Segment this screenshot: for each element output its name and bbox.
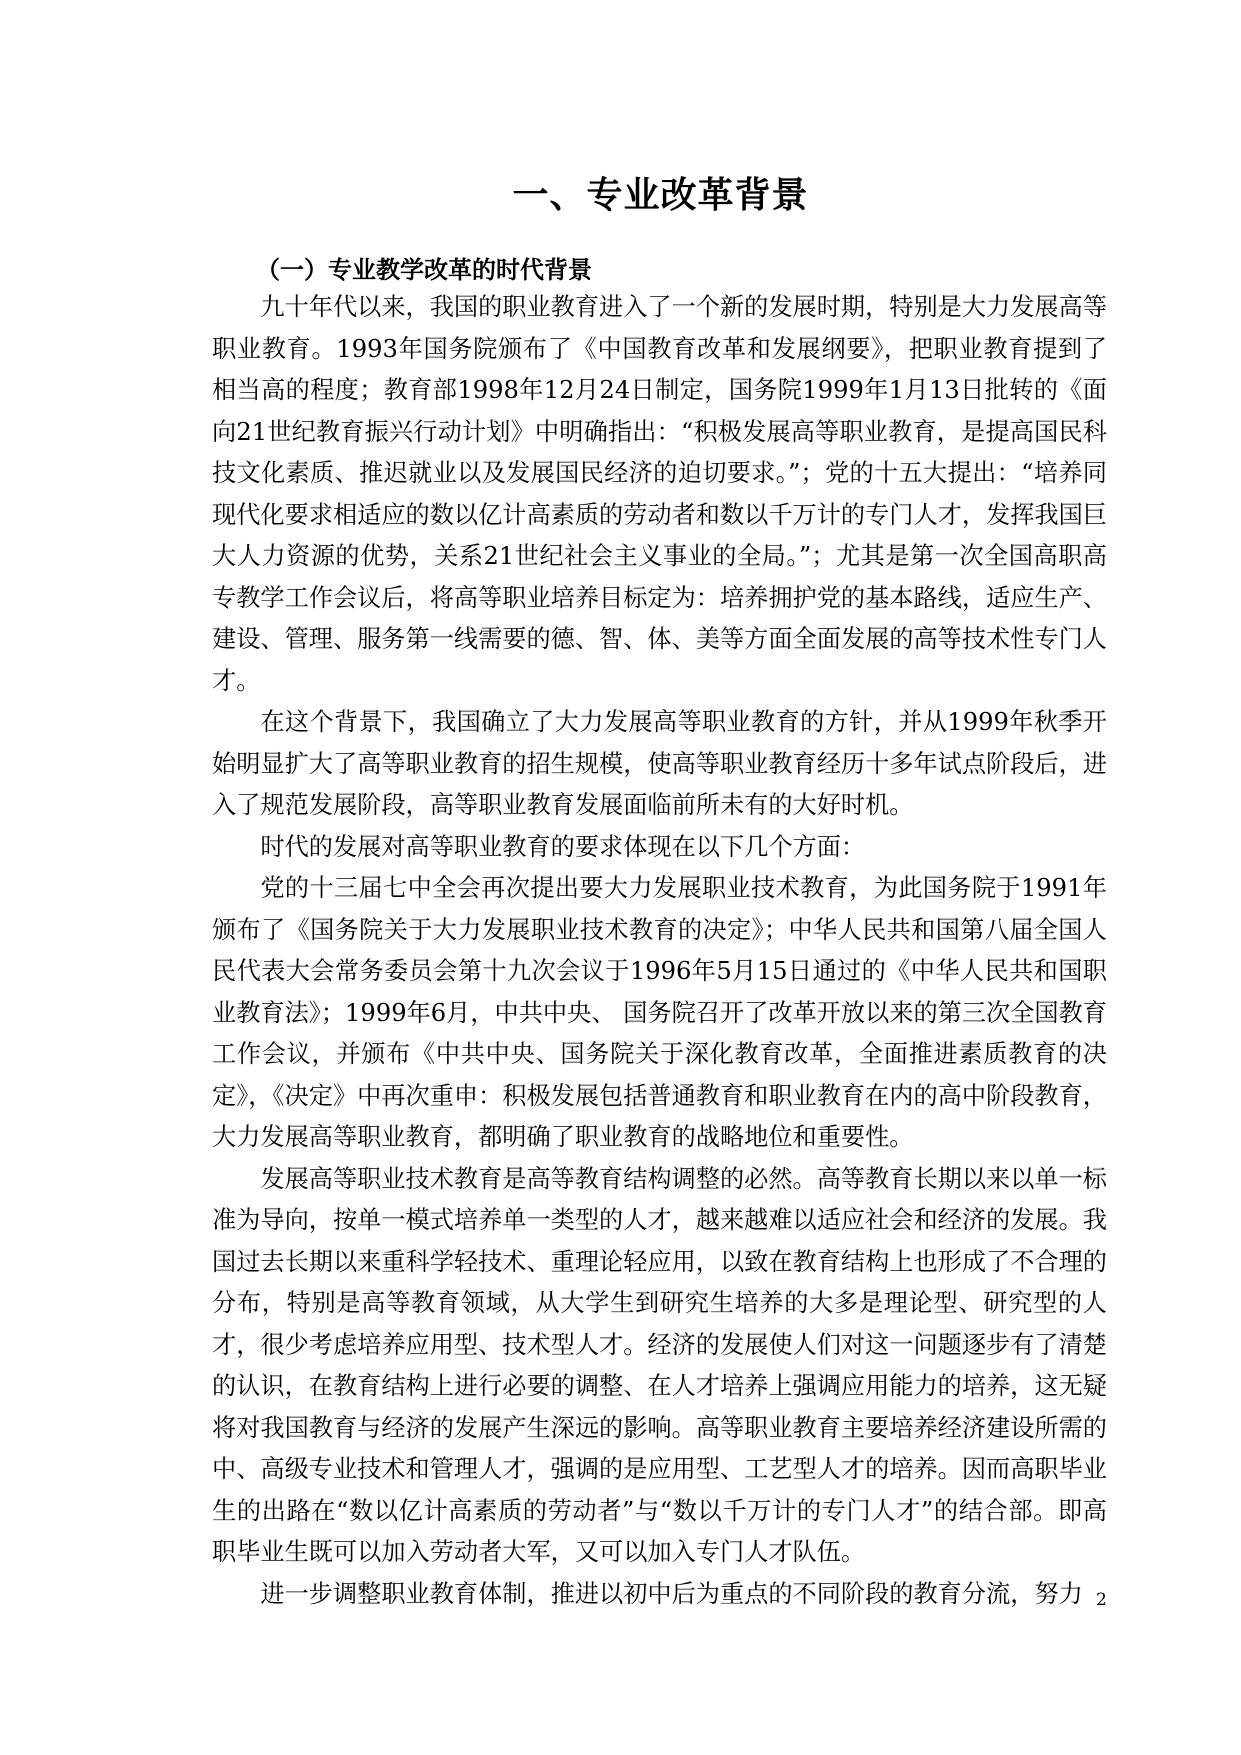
page-title: 一、专业改革背景 [512,175,809,216]
body-text [212,287,1107,1615]
paragraph: 在这个背景下，我国确立了大力发展高等职业教育的方针，并从1999年秋季开始明显扩大了高等职业教育的招生规模，使高等职业教育经历十多年试点阶段后，进入了规范发展阶段，高等职业教育发展面临前所未有的大好时机。 [212,708,1107,819]
section-heading: （一）专业教学改革的时代背景 [256,256,592,284]
page-number: 2 [1096,1590,1107,1610]
paragraph: 九十年代以来，我国的职业教育进入了一个新的发展时期，特别是大力发展高等职业教育。1993年国务院颁布了《中国教育改革和发展纲要》，把职业教育提到了相当高的程度；教育部1998年12月24日制定，国务院1999年1月13日批转的《面向21世纪教育振兴行动计划》中明确指出：“积极发展高等职业教育，是提高国民科技文化素质、推迟就业以及发展国民经济的迫切要求。”；党的十五大提出：“培养同现代化要求相适应的数以亿计高素质的劳动者和数以千万计的专门人才，发挥我国巨大人力资源的优势，关系21世纪社会主义事业的全局。”；尤其是第一次全国高职高专教学工作会议后，将高等职业培养目标定为：培养拥护党的基本路线，适应生产、建设、管理、服务第一线需要的德、智、体、美等方面全面发展的高等技术性专门人才。 [212,293,1107,695]
paragraph: 进一步调整职业教育体制，推进以初中后为重点的不同阶段的教育分流，努力 [260,1579,1083,1608]
paragraph: 时代的发展对高等职业教育的要求体现在以下几个方面： [260,832,866,861]
paragraph: 党的十三届七中全会再次提出要大力发展职业技术教育，为此国务院于1991年颁布了《国务院关于大力发展职业技术教育的决定》；中华人民共和国第八届全国人民代表大会常务委员会第十九次会议于1996年5月15日通过的《中华人民共和国职业教育法》；1999年6月，中共中央、 国务院召开了改革开放以来的第三次全国教育工作会议，并颁布《中共中央、国务院关于深化教育改革，全面推进素质教育的决定》，《决定》中再次重申：积极发展包括普通教育和职业教育在内的高中阶段教育，大力发展高等职业教育，都明确了职业教育的战略地位和重要性。 [212,874,1107,1151]
paragraph: 发展高等职业技术教育是高等教育结构调整的必然。高等教育长期以来以单一标准为导向，按单一模式培养单一类型的人才，越来越难以适应社会和经济的发展。我国过去长期以来重科学轻技术、重理论轻应用，以致在教育结构上也形成了不合理的分布，特别是高等教育领域，从大学生到研究生培养的大多是理论型、研究型的人才，很少考虑培养应用型、技术型人才。经济的发展使人们对这一问题逐步有了清楚的认识，在教育结构上进行必要的调整、在人才培养上强调应用能力的培养，这无疑将对我国教育与经济的发展产生深远的影响。高等职业教育主要培养经济建设所需的中、高级专业技术和管理人才，强调的是应用型、工艺型人才的培养。因而高职毕业生的出路在“数以亿计高素质的劳动者”与“数以千万计的专门人才”的结合部。即高职毕业生既可以加入劳动者大军，又可以加入专门人才队伍。 [212,1164,1107,1566]
